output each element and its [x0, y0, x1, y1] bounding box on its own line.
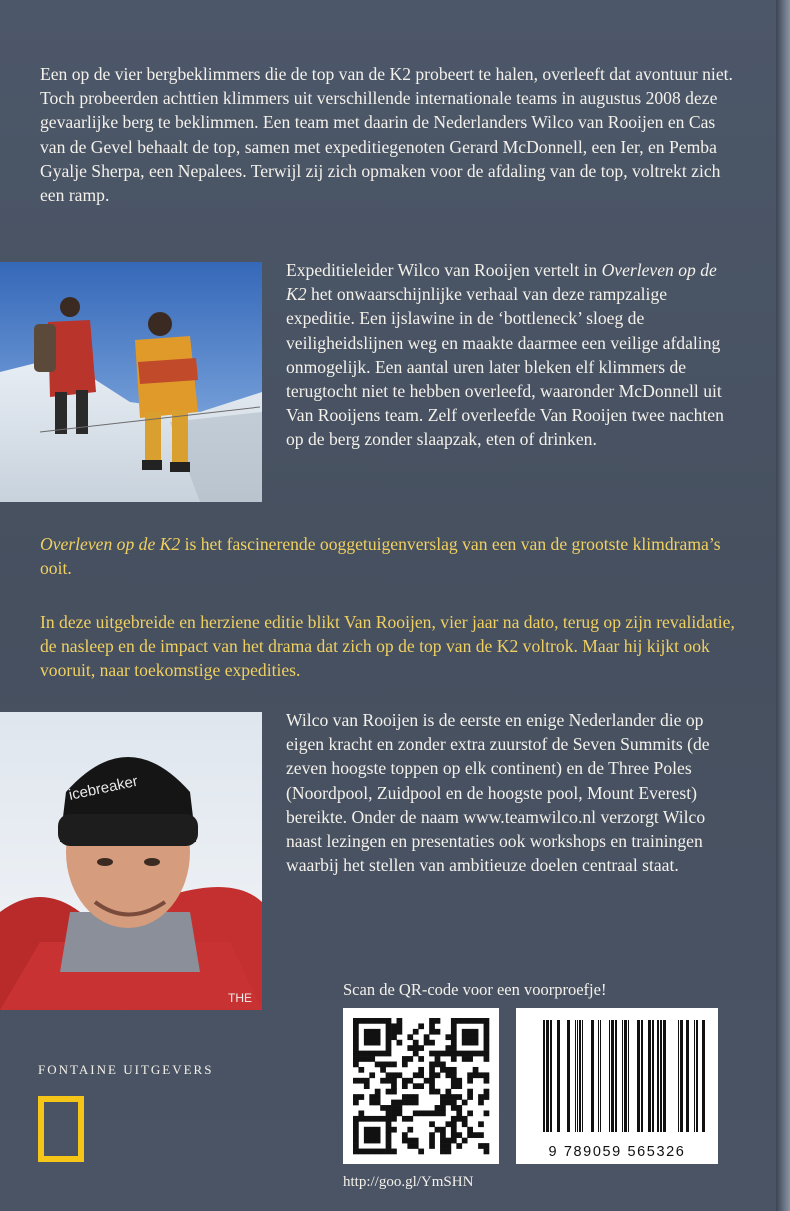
intro-paragraph: Een op de vier bergbeklimmers die de top van de K2 probeert te halen, overleeft dat avontuur niet. Toch probeerden achttien klimmers uit verschillende internationale teams in augustus 2008 deze gevaarlijke berg te beklimmen. Een team met daarin de Nederlanders Wilco van Rooijen en Cas van de Gevel behaalt de top, samen met expeditiegenoten Gerard McDonnell, een Ier, en Pemba Gyalje Sherpa, een Nepalees. Terwijl zij zich opmaken voor de afdaling van de top, voltrekt zich een ramp.	[40, 64, 733, 206]
fascinating-book-title: Overleven op de K2	[40, 534, 181, 554]
publisher-name: FONTAINE UITGEVERS	[38, 1062, 214, 1077]
story-text-start: Expeditieleider Wilco van Rooijen vertelt in	[286, 260, 602, 280]
qr-scan-caption: Scan de QR-code voor een voorproefje!	[343, 980, 607, 999]
spine-edge	[776, 0, 790, 1211]
national-geographic-logo	[38, 1096, 84, 1162]
story-book-title: Overleven op de K2	[286, 260, 717, 305]
fascinating-paragraph	[40, 532, 740, 580]
hat-logo-text: icebreaker	[67, 772, 140, 804]
edition-paragraph: In deze uitgebreide en herziene editie blikt Van Rooijen, vier jaar na dato, terug op zijn revalidatie, de nasleep en de impact van het drama dat zich op de top van de K2 voltrok. Maar hij kijkt ook vooruit, naar toekomstige expedities.	[40, 612, 735, 681]
author-paragraph: Wilco van Rooijen is de eerste en enige Nederlander die op eigen kracht en zonder extra zuurstof de Seven Summits (de zeven hoogste toppen op elk continent) en de Three Poles (Noordpool, Zuidpool en de hoogste pool, Mount Everest) bereikte. Onder de naam www.teamwilco.nl verzorgt Wilco naast lezingen en presentaties ook workshops en trainingen waarbij het stellen van ambitieuze doelen centraal staat.	[286, 710, 710, 876]
story-paragraph	[286, 258, 736, 452]
jacket-logo-text: THE	[228, 991, 252, 1005]
barcode-graphic	[516, 1008, 718, 1138]
fascinating-text: is het fascinerende ooggetuigenverslag van een van de grootste klimdrama’s ooit.	[40, 534, 721, 579]
qr-code[interactable]	[343, 1008, 499, 1164]
climbers-photo	[0, 262, 262, 502]
story-text-end: het onwaarschijnlijke verhaal van deze rampzalige expeditie. Een ijslawine in de ‘bottleneck’ sloeg de veiligheidslijnen weg en maakte daarmee een veilige afdaling onmogelijk. Een aantal uren later bleken elf klimmers de terugtocht niet te hebben overleefd, waaronder McDonnell uit Van Rooijens team. Zelf overleefde Van Rooijen twee nachten op de berg zonder slaapzak, eten of drinken.	[286, 284, 724, 450]
author-photo	[0, 712, 262, 1010]
isbn-barcode	[516, 1008, 718, 1164]
qr-url[interactable]: http://goo.gl/YmSHN	[343, 1174, 474, 1190]
isbn-number: 9 789059 565326	[548, 1144, 686, 1160]
qr-code-graphic	[343, 1008, 499, 1164]
